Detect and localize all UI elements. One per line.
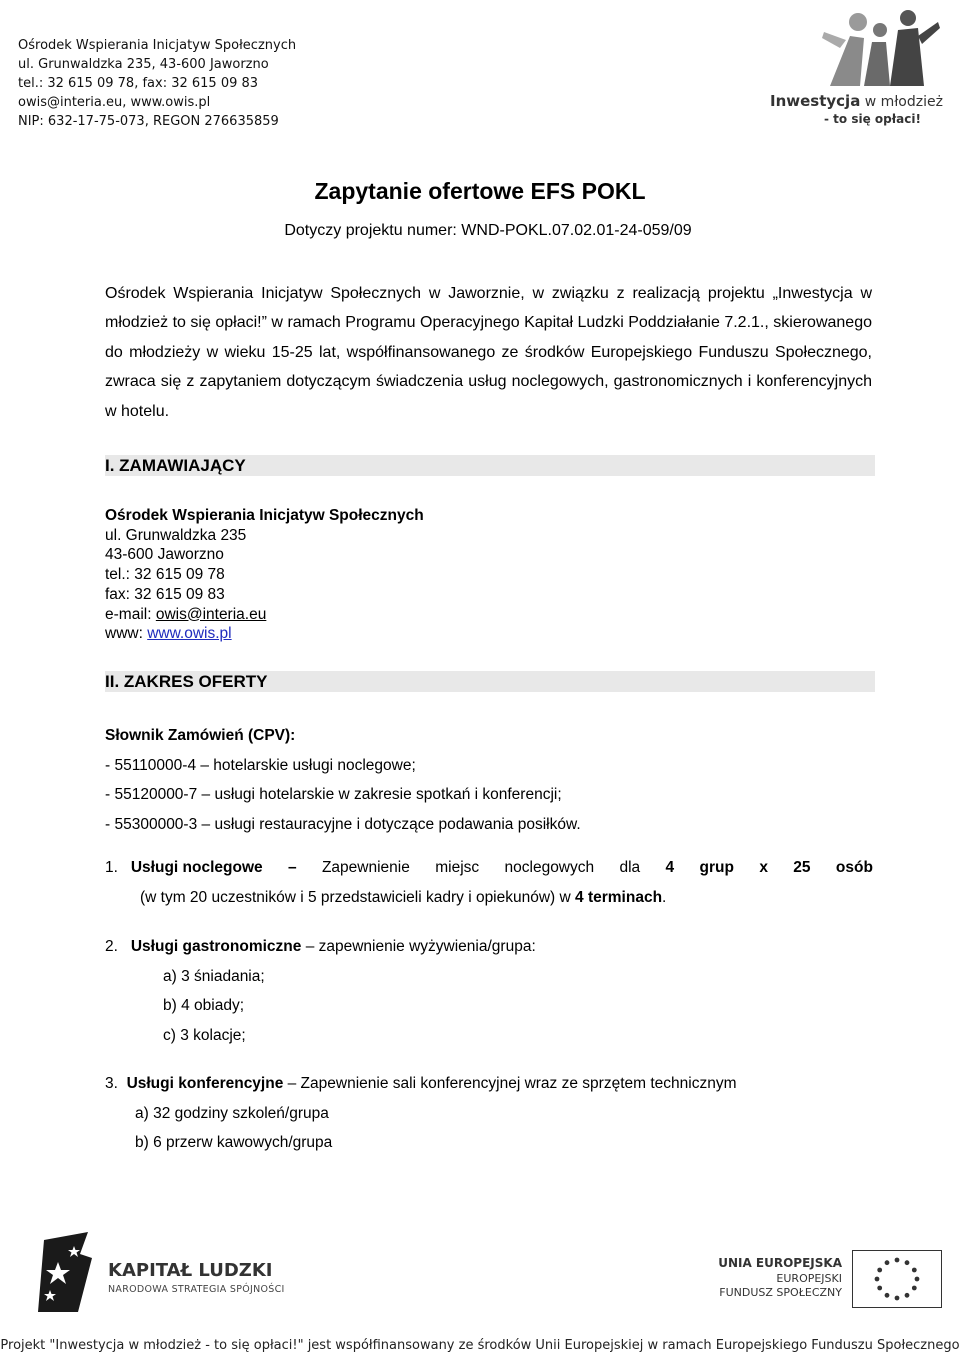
cpv-item: - 55120000-7 – usługi hotelarskie w zakresie spotkań i konferencji; xyxy=(105,786,562,804)
org-line: ul. Grunwaldzka 235, 43-600 Jaworzno xyxy=(18,57,269,72)
section-heading: I. ZAMAWIAJĄCY xyxy=(105,455,875,476)
kapital-ludzki-icon xyxy=(30,1232,100,1314)
list-item-accommodation xyxy=(105,853,873,912)
address-street: ul. Grunwaldzka 235 xyxy=(105,526,247,544)
www-label: www: xyxy=(105,625,148,643)
sub-item: c) 3 kolacje; xyxy=(163,1026,246,1044)
item-number: 1. Usługi noclegowe xyxy=(105,859,263,876)
contractor-name: Ośrodek Wspierania Inicjatyw Społecznych xyxy=(105,507,424,524)
eu-logo xyxy=(718,1250,952,1310)
cpv-heading: Słownik Zamówień (CPV): xyxy=(105,727,296,744)
kl-subtitle: NARODOWA STRATEGIA SPÓJNOŚCI xyxy=(108,1284,285,1295)
project-funding-note: Projekt "Inwestycja w młodzież - to się opłaci!" jest współfinansowany ze środków Unii Europejskiej w ramach Europejskiego Funduszu Społecznego xyxy=(0,1338,960,1353)
intro-paragraph: Ośrodek Wspierania Inicjatyw Społecznych w Jaworznie, w związku z realizacją projektu „Inwestycja w młodzież to się opłaci!” w ramach Programu Operacyjnego Kapitał Ludzki Poddziałanie 7.2.1., skierowanego do młodzieży w wieku 15-25 lat, współfinansowanego ze środków Europejskiego Funduszu Społecznego, zwraca się z zapytaniem dotyczącym świadczenia usług noclegowych, gastronomicznych i konferencyjnych w hotelu. xyxy=(105,285,872,420)
section-heading: II. ZAKRES OFERTY xyxy=(105,671,875,692)
sub-item: a) 3 śniadania; xyxy=(163,967,265,985)
www-link[interactable]: www.owis.pl xyxy=(147,625,232,643)
word: 25 xyxy=(793,859,811,876)
fax: fax: 32 615 09 83 xyxy=(105,585,225,603)
header-org-info xyxy=(18,36,296,131)
www-row xyxy=(105,624,424,644)
contractor-address xyxy=(105,506,424,644)
email-label: e-mail: xyxy=(105,605,156,623)
item-continuation: (w tym 20 uczestników i 5 przedstawicieli kadry i opiekunów) w 4 terminach. xyxy=(140,888,667,906)
figures-logo-icon xyxy=(820,8,940,90)
sub-item: a) 32 godziny szkoleń/grupa xyxy=(135,1104,329,1122)
cpv-item: - 55110000-4 – hotelarskie usługi noclegowe; xyxy=(105,756,416,774)
org-line: Ośrodek Wspierania Inicjatyw Społecznych xyxy=(18,38,297,53)
logo-tagline: - to się opłaci! xyxy=(824,112,921,126)
logo-bold: Inwestycja xyxy=(770,92,861,110)
kl-title: KAPITAŁ LUDZKI xyxy=(108,1260,273,1281)
eu-subtitle: EUROPEJSKI xyxy=(776,1272,842,1285)
kapital-ludzki-logo xyxy=(30,1232,290,1312)
word: grup xyxy=(699,859,734,876)
item-label: Usługi gastronomiczne xyxy=(130,938,302,955)
logo-title xyxy=(770,92,943,110)
email-link[interactable]: owis@interia.eu xyxy=(155,605,267,623)
word: noclegowych xyxy=(504,859,595,876)
sub-item: b) 4 obiady; xyxy=(163,997,244,1015)
org-line: tel.: 32 615 09 78, fax: 32 615 09 83 xyxy=(18,76,259,91)
email-row xyxy=(105,605,424,625)
eu-title: UNIA EUROPEJSKA xyxy=(718,1256,842,1270)
cpv-list xyxy=(105,721,581,839)
logo-light: w młodzież xyxy=(860,94,943,110)
word: dla xyxy=(619,859,641,876)
word: 4 xyxy=(665,859,675,876)
item-label: Usługi konferencyjne xyxy=(126,1075,284,1092)
word: Zapewnienie xyxy=(321,859,410,876)
document-subtitle: Dotyczy projektu numer: WND-POKL.07.02.01-24-059/09 xyxy=(284,222,692,239)
document-title: Zapytanie ofertowe EFS POKL xyxy=(314,178,646,204)
phone: tel.: 32 615 09 78 xyxy=(105,566,225,584)
org-line: NIP: 632-17-75-073, REGON 276635859 xyxy=(18,114,279,129)
eu-subtitle: FUNDUSZ SPOŁECZNY xyxy=(719,1286,842,1299)
list-item-conference: 3. Usługi konferencyjne – Zapewnienie sali konferencyjnej wraz ze sprzętem technicznym a) 32 godziny szkoleń/grupa b) 6 przerw kawowych/grupa xyxy=(105,1069,736,1158)
org-line: owis@interia.eu, www.owis.pl xyxy=(18,95,211,110)
list-item-catering: 2. Usługi gastronomiczne – zapewnienie wyżywienia/grupa: a) 3 śniadania; b) 4 obiady; c) 3 kolacje; xyxy=(105,932,536,1050)
eu-flag-icon xyxy=(852,1250,942,1308)
sub-item: b) 6 przerw kawowych/grupa xyxy=(135,1134,333,1152)
address-city: 43-600 Jaworzno xyxy=(105,546,224,564)
project-logo xyxy=(770,8,960,128)
item-dash: – xyxy=(287,859,297,876)
word: miejsc xyxy=(435,859,480,876)
word: osób xyxy=(835,859,873,876)
word: x xyxy=(759,859,768,876)
cpv-item: - 55300000-3 – usługi restauracyjne i dotyczące podawania posiłków. xyxy=(105,815,581,833)
item-label: Usługi noclegowe xyxy=(130,859,263,876)
